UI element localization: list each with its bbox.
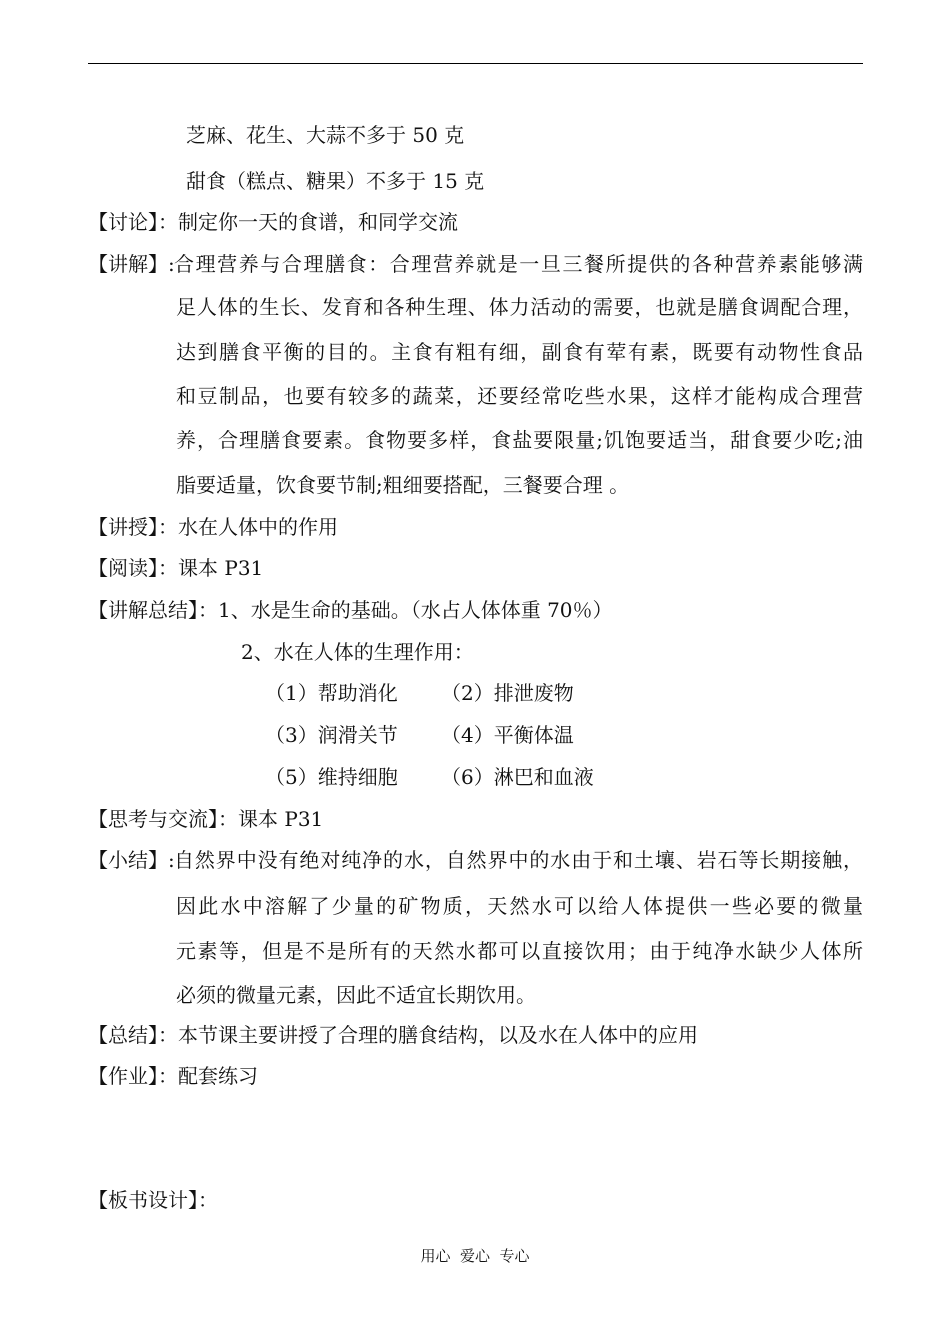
summary-explain-line [88,597,613,623]
summary-explain-label: 【讲解总结】： [88,598,218,622]
board-design-label: 【板书设计】： [88,1188,218,1212]
lecture-line [88,514,338,540]
conclusion-label: 【总结】： [88,1023,178,1047]
discussion-line [88,209,458,235]
header-rule [88,63,863,64]
discussion-label: 【讨论】： [88,210,178,234]
list-item: 甜食（糕点、糖果）不多于 15 克 [186,169,485,193]
brief-line: 必须的微量元素，因此不适宜长期饮用。 [176,983,536,1007]
reading-text: 课本 P31 [178,556,264,580]
think-line [88,806,323,832]
summary-point-1: 1、水是生命的基础。（水占人体体重 70％） [218,598,613,622]
function-item: （4）平衡体温 [441,723,574,747]
explain-label: 【讲解】: [88,252,175,276]
function-item: （5）维持细胞 [265,765,398,789]
lecture-text: 水在人体中的作用 [178,515,338,539]
function-item: （1）帮助消化 [265,681,398,705]
summary-point-2: 2、水在人体的生理作用： [241,640,474,664]
discussion-text: 制定你一天的食谱，和同学交流 [178,210,458,234]
think-text: 课本 P31 [238,807,324,831]
homework-text: 配套练习 [178,1064,258,1088]
explain-line: 合理营养与合理膳食：合理营养就是一旦三餐所提供的各种营养素能够满 [174,252,863,276]
conclusion-line [88,1022,698,1048]
brief-line: 自然界中没有绝对纯净的水，自然界中的水由于和土壤、岩石等长期接触， [174,848,863,872]
conclusion-text: 本节课主要讲授了合理的膳食结构，以及水在人体中的应用 [178,1023,698,1047]
explain-line: 脂要适量，饮食要节制;粗细要搭配，三餐要合理 。 [176,473,630,497]
reading-line [88,555,263,581]
function-item: （3）润滑关节 [265,723,398,747]
function-item: （2）排泄废物 [441,681,574,705]
explain-line: 和豆制品，也要有较多的蔬菜，还要经常吃些水果，这样才能构成合理营 [176,384,863,408]
homework-label: 【作业】： [88,1064,178,1088]
explain-line: 达到膳食平衡的目的。主食有粗有细，副食有荤有素，既要有动物性食品 [176,340,863,364]
reading-label: 【阅读】： [88,556,178,580]
homework-line [88,1063,258,1089]
function-item: （6）淋巴和血液 [441,765,594,789]
lecture-label: 【讲授】： [88,515,178,539]
page-footer: 用心 爱心 专心 [420,1247,530,1265]
think-label: 【思考与交流】： [88,807,238,831]
explain-line: 足人体的生长、发育和各种生理、体力活动的需要，也就是膳食调配合理， [176,295,863,319]
list-item: 芝麻、花生、大蒜不多于 50 克 [186,123,465,147]
brief-label: 【小结】: [88,848,175,872]
brief-line: 因此水中溶解了少量的矿物质，天然水可以给人体提供一些必要的微量 [176,894,863,918]
explain-line: 养，合理膳食要素。食物要多样，食盐要限量;饥饱要适当，甜食要少吃;油 [176,428,863,452]
brief-line: 元素等，但是不是所有的天然水都可以直接饮用；由于纯净水缺少人体所 [176,939,863,963]
